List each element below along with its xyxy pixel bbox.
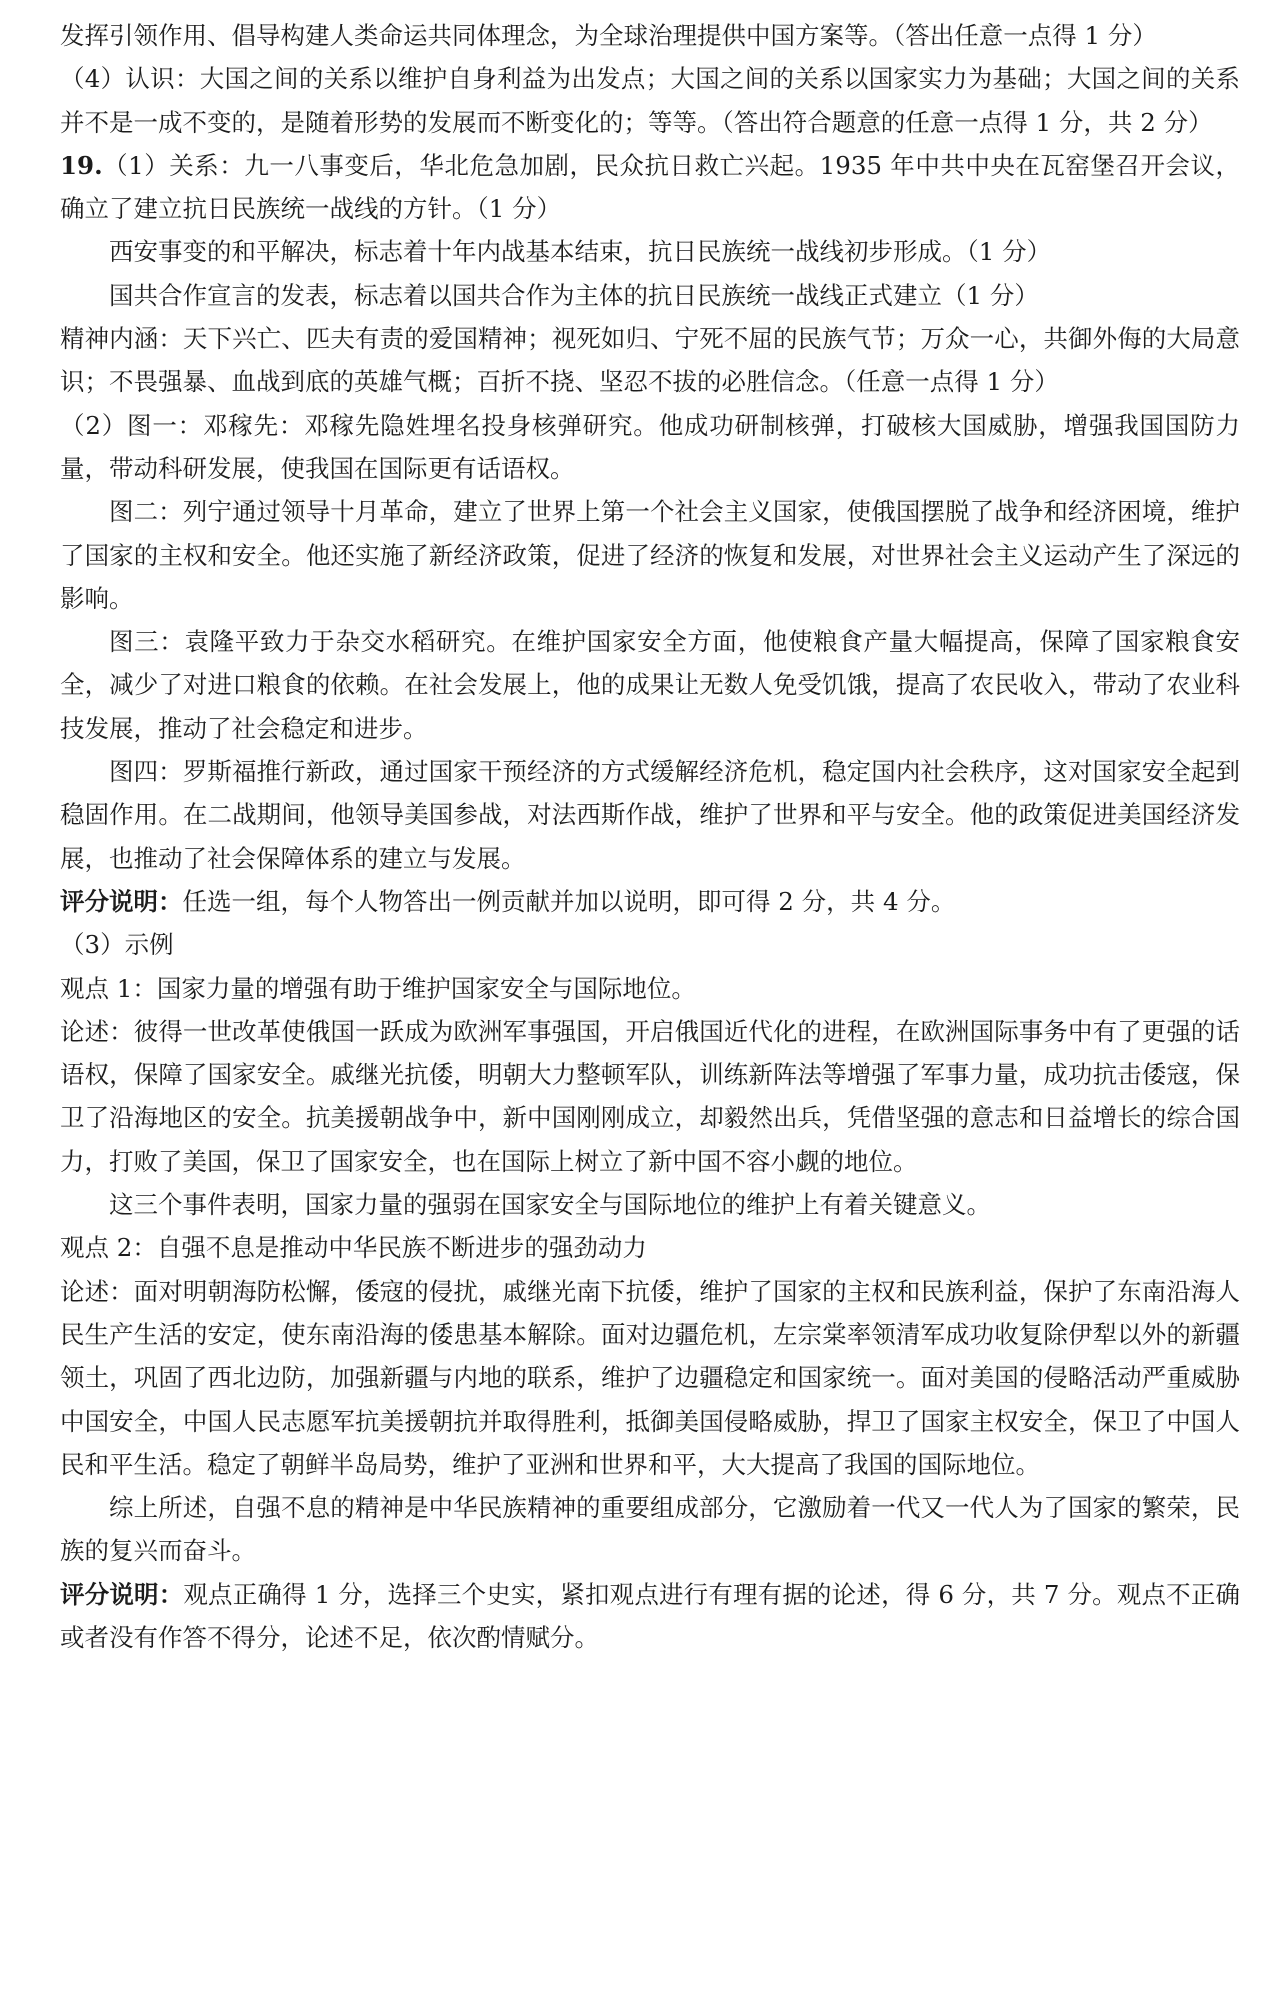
answer-1-xian-incident: 西安事变的和平解决，标志着十年内战基本结束，抗日民族统一战线初步形成。（1 分） (109, 237, 1052, 267)
scoring-note-label: 评分说明： (60, 1579, 184, 1609)
answer-4: （4）认识：大国之间的关系以维护自身利益为出发点；大国之间的关系以国家实力为基础；大国之间的关系并不是一成不变的，是随着形势的发展而不断变化的；等等。（答出符合题意的任意一点得 1 分，共 2 分） (60, 64, 1240, 137)
scoring-note-text: 任选一组，每个人物答出一例贡献并加以说明，即可得 2 分，共 4 分。 (182, 886, 956, 916)
viewpoint-1: 观点 1：国家力量的增强有助于维护国家安全与国际地位。 (60, 973, 696, 1003)
answer-1-declaration: 国共合作宣言的发表，标志着以国共合作为主体的抗日民族统一战线正式建立（1 分） (109, 280, 1039, 310)
question-19-part-1 (60, 144, 1240, 231)
conclusion-2: 综上所述，自强不息的精神是中华民族精神的重要组成部分，它激励着一代又一代人为了国家的繁荣，民族的复兴而奋斗。 (60, 1493, 1240, 1566)
scoring-note-2 (60, 880, 1240, 923)
viewpoint-2: 观点 2：自强不息是推动中华民族不断进步的强劲动力 (60, 1233, 647, 1263)
question-number: 19. (60, 150, 103, 180)
argument-1: 论述：彼得一世改革使俄国一跃成为欧洲军事强国，开启俄国近代化的进程，在欧洲国际事务中有了更强的话语权，保障了国家安全。戚继光抗倭，明朝大力整顿军队，训练新阵法等增强了军事力量，成功抗击倭寇，保卫了沿海地区的安全。抗美援朝战争中，新中国刚刚成立，却毅然出兵，凭借坚强的意志和日益增长的综合国力，打败了美国，保卫了国家安全，也在国际上树立了新中国不容小觑的地位。 (60, 1016, 1240, 1176)
scoring-note-3 (60, 1573, 1240, 1660)
answer-2-figure-3: 图三：袁隆平致力于杂交水稻研究。在维护国家安全方面，他使粮食产量大幅提高，保障了国家粮食安全，减少了对进口粮食的依赖。在社会发展上，他的成果让无数人免受饥饿，提高了农民收入，带动了农业科技发展，推动了社会稳定和进步。 (60, 627, 1240, 743)
answer-2-figure-2: 图二：列宁通过领导十月革命，建立了世界上第一个社会主义国家，使俄国摆脱了战争和经济困境，维护了国家的主权和安全。他还实施了新经济政策，促进了经济的恢复和发展，对世界社会主义运动产生了深远的影响。 (60, 497, 1240, 613)
answer-3-heading: （3）示例 (60, 930, 174, 960)
conclusion-1: 这三个事件表明，国家力量的强弱在国家安全与国际地位的维护上有着关键意义。 (109, 1190, 991, 1220)
paragraph-continuation: 发挥引领作用、倡导构建人类命运共同体理念，为全球治理提供中国方案等。（答出任意一点得 1 分） (60, 21, 1157, 50)
scoring-note-label: 评分说明： (60, 886, 183, 916)
argument-2: 论述：面对明朝海防松懈，倭寇的侵扰，戚继光南下抗倭，维护了国家的主权和民族利益，保护了东南沿海人民生产生活的安定，使东南沿海的倭患基本解除。面对边疆危机，左宗棠率领清军成功收复除伊犁以外的新疆领土，巩固了西北边防，加强新疆与内地的联系，维护了边疆稳定和国家统一。面对美国的侵略活动严重威胁中国安全，中国人民志愿军抗美援朝抗并取得胜利，抵御美国侵略威胁，捍卫了国家主权安全，保卫了中国人民和平生活。稳定了朝鲜半岛局势，维护了亚洲和世界和平，大大提高了我国的国际地位。 (60, 1276, 1240, 1479)
answer-1-spirit: 精神内涵：天下兴亡、匹夫有责的爱国精神；视死如归、宁死不屈的民族气节；万众一心，共御外侮的大局意识；不畏强暴、血战到底的英雄气概；百折不挠、坚忍不拔的必胜信念。（任意一点得 1 分） (60, 324, 1240, 397)
answer-2-figure-1: （2）图一：邓稼先：邓稼先隐姓埋名投身核弹研究。他成功研制核弹，打破核大国威胁，增强我国国防力量，带动科研发展，使我国在国际更有话语权。 (60, 410, 1240, 483)
answer-2-figure-4: 图四：罗斯福推行新政，通过国家干预经济的方式缓解经济危机，稳定国内社会秩序，这对国家安全起到稳固作用。在二战期间，他领导美国参战，对法西斯作战，维护了世界和平与安全。他的政策促进美国经济发展，也推动了社会保障体系的建立与发展。 (60, 757, 1240, 873)
answer-1-relation: （1）关系：九一八事变后，华北危急加剧，民众抗日救亡兴起。1935 年中共中央在瓦窑堡召开会议，确立了建立抗日民族统一战线的方针。（1 分） (60, 150, 1240, 224)
scoring-note-text: 观点正确得 1 分，选择三个史实，紧扣观点进行有理有据的论述，得 6 分，共 7 分。观点不正确或者没有作答不得分，论述不足，依次酌情赋分。 (60, 1579, 1240, 1652)
